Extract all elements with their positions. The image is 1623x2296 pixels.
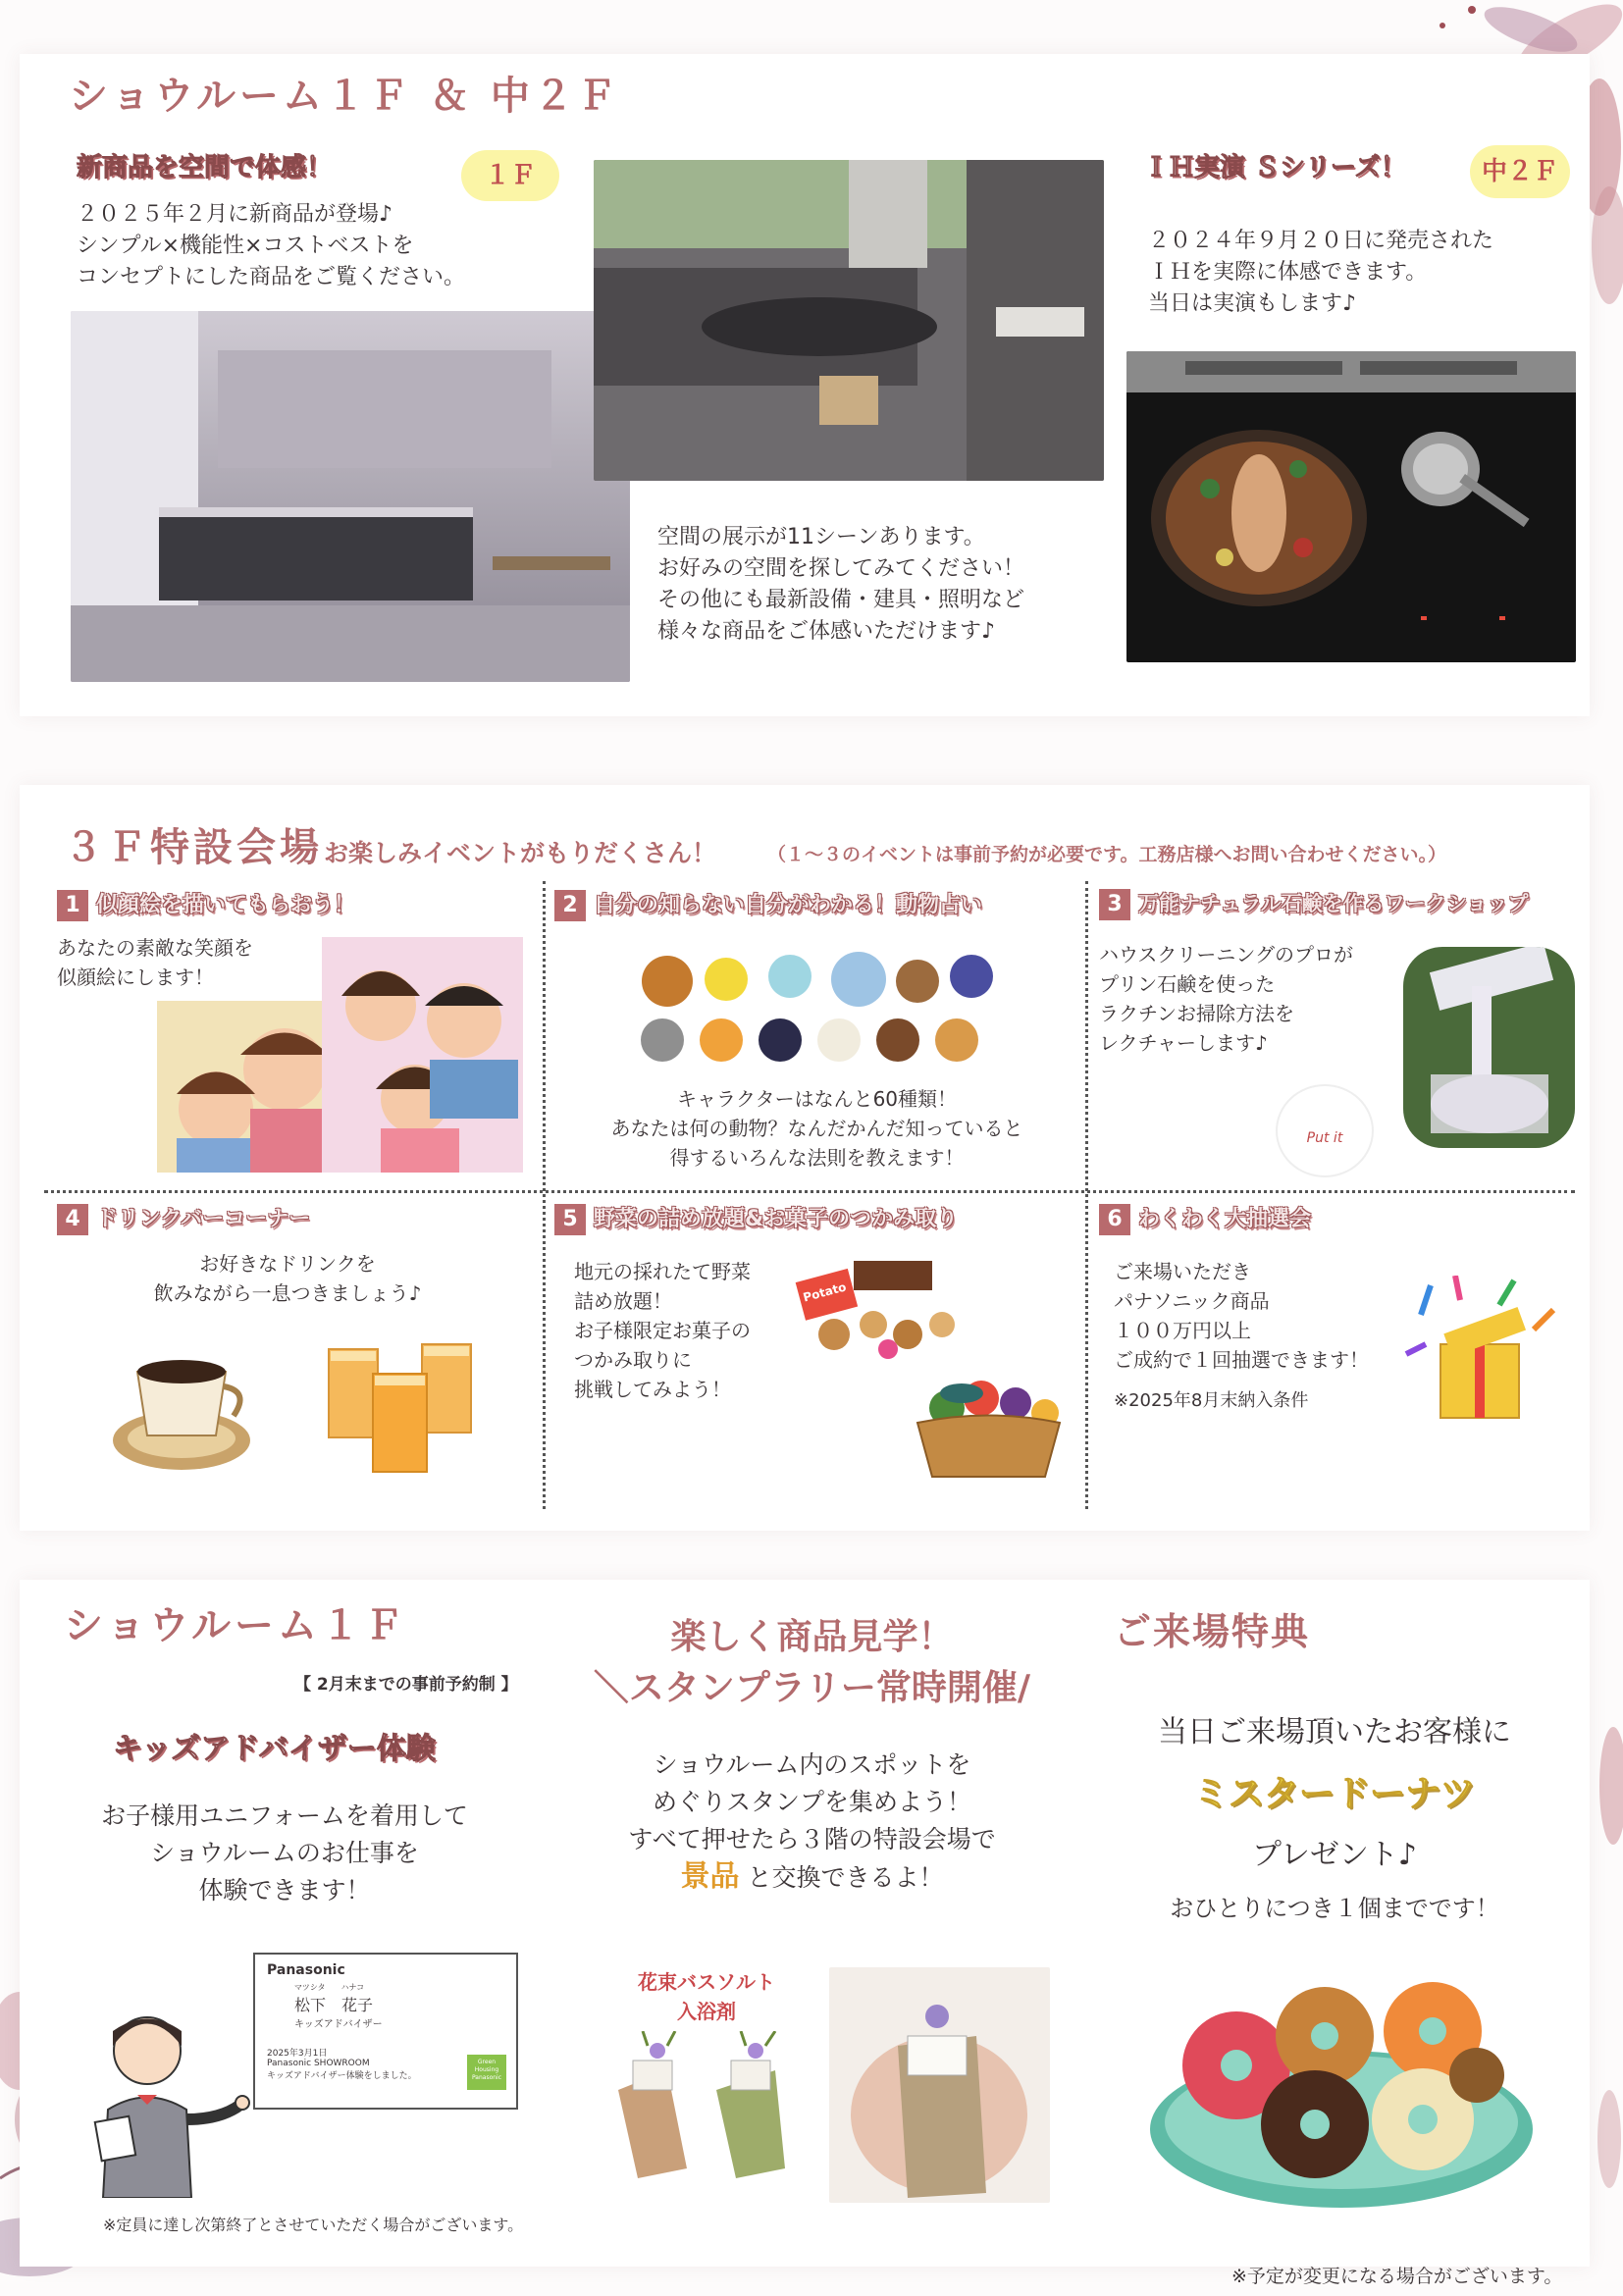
- card-name-kana: マツシタ ハナコ: [294, 1983, 365, 1992]
- bath-salt-bouquet-illustration: [589, 2031, 824, 2178]
- stamp-rally-title-1: 楽しく商品見学！: [670, 1617, 954, 1657]
- coffee-cup-illustration: [108, 1332, 255, 1475]
- advisor-person-illustration: [83, 2002, 250, 2198]
- gift-box-illustration: [1401, 1276, 1558, 1433]
- pudding-soap-photo: [1403, 947, 1575, 1148]
- event-cell-6-header: [1099, 1202, 1580, 1235]
- ih-demo-tag: ＩＨ実演 Ｓシリーズ！: [1143, 153, 1406, 183]
- bathroom-photo: [594, 160, 1104, 481]
- event-number-6: 6: [1099, 1204, 1130, 1235]
- grid-divider-horizontal: [44, 1190, 1575, 1193]
- event-text-1: あなたの素敵な笑顔を 似顔絵にします！: [57, 936, 253, 989]
- portrait-drawing-1: [157, 1001, 343, 1173]
- kids-advisor-text: お子様用ユニフォームを着用して ショウルームのお仕事を 体験できます！: [101, 1801, 468, 1905]
- visitor-gift-title: ご来場特典: [1114, 1610, 1311, 1653]
- visitor-gift-text-1: 当日ご来場頂いたお客様に: [1158, 1715, 1511, 1749]
- lottery-note: ※2025年8月末納入条件: [1114, 1390, 1309, 1411]
- soap-workshop-logo: [1276, 1084, 1374, 1177]
- event-cell-4-header: [57, 1202, 538, 1235]
- bath-salt-photo: [829, 1967, 1050, 2203]
- kitchen-photo: [71, 311, 630, 682]
- put-it-logo-text: Put it: [1306, 1130, 1343, 1146]
- kids-advisor-certificate-card: [253, 1953, 518, 2110]
- schedule-change-footnote: ※予定が変更になる場合がございます。: [1231, 2266, 1563, 2287]
- event-cell-1-header: [57, 888, 538, 921]
- prize-word: 景品: [680, 1859, 740, 1894]
- event-number-1: 1: [57, 890, 88, 921]
- donuts-plate-illustration: [1148, 1957, 1536, 2213]
- event-title-3: 万能ナチュラル石鹸を作るワークショップ: [1138, 892, 1529, 915]
- event-text-3: ハウスクリーニングのプロが プリン石鹸を使った ラクチンお掃除方法を レクチャーします♪: [1099, 943, 1353, 1055]
- section2-reservation-note: （１～３のイベントは事前予約が必要です。工務店様へお問い合わせください。）: [767, 844, 1446, 865]
- animal-characters-illustration: [633, 942, 1006, 1074]
- kids-advisor-tag: キッズアドバイザー体験: [113, 1732, 436, 1766]
- event-cell-2-header: [554, 888, 1079, 921]
- visitor-gift-text-3: おひとりにつき１個までです！: [1170, 1895, 1499, 1922]
- event-text-4: お好きなドリンクを 飲みながら一息つきましょう♪: [153, 1252, 422, 1305]
- section2-subtitle: お楽しみイベントがもりだくさん！: [324, 839, 717, 867]
- juice-glasses-illustration: [319, 1330, 481, 1482]
- event-title-4: ドリンクバーコーナー: [96, 1207, 311, 1231]
- stamp-rally-title-2: ＼スタンプラリー常時開催/: [593, 1668, 1031, 1708]
- ih-demo-text: ２０２４年９月２０日に発売された ＩＨを実際に体感できます。 当日は実演もします♪: [1148, 229, 1494, 316]
- prize-after-text: と交換できるよ！: [739, 1863, 944, 1892]
- floor-badge-m2f: 中２Ｆ: [1470, 145, 1570, 198]
- event-number-2: 2: [554, 890, 586, 921]
- snacks-illustration: [795, 1256, 967, 1364]
- section2-title: ３Ｆ特設会場: [64, 825, 323, 870]
- event-title-2: 自分の知らない自分がわかる！動物占い: [594, 893, 983, 917]
- showroom-scenes-caption: 空間の展示が11シーンあります。 お好みの空間を探してみてください！ その他にも最新設備・建具・照明など 様々な商品をご体感いただけます♪: [657, 525, 1025, 644]
- event-title-6: わくわく大抽選会: [1138, 1207, 1312, 1231]
- event-text-6: ご来場いただき パナソニック商品 １００万円以上 ご成約で１回抽選できます！: [1114, 1260, 1369, 1372]
- floor-badge-1f: １Ｆ: [461, 150, 559, 201]
- vegetable-basket-illustration: [908, 1369, 1070, 1482]
- grid-divider-vertical-1: [543, 881, 546, 1509]
- event-number-3: 3: [1099, 889, 1130, 920]
- new-products-text: ２０２５年２月に新商品が登場♪ シンプル×機能性×コストベストを コンセプトにした商品をご覧ください。: [77, 202, 466, 289]
- card-role: キッズアドバイザー: [294, 2019, 383, 2030]
- stamp-rally-text: ショウルーム内のスポットを めぐりスタンプを集めよう！ すべて押せたら３階の特設会場で 景品 と交換できるよ！: [628, 1750, 996, 1894]
- section1-title: ショウルーム１Ｆ ＆ 中２Ｆ: [69, 74, 620, 119]
- event-title-5: 野菜の詰め放題&お菓子のつかみ取り: [594, 1207, 959, 1231]
- mister-donut-highlight: ミスタードーナツ: [1193, 1774, 1476, 1814]
- kids-reservation-note: 【 2月末までの事前予約制 】: [294, 1675, 518, 1695]
- new-products-tag: 新商品を空間で体感！: [77, 153, 333, 183]
- bath-salt-label: 花束バスソルト 入浴剤: [638, 1970, 775, 2023]
- ih-cooktop-photo: [1126, 351, 1576, 662]
- card-message: キッズアドバイザー体験をしました。: [267, 2071, 417, 2081]
- event-text-2: キャラクターはなんと60種類！ あなたは何の動物？なんだかんだ知っていると 得するいろんな法則を教えます！: [610, 1087, 1023, 1170]
- kids-section-title: ショウルーム１Ｆ: [64, 1603, 407, 1648]
- event-title-1: 似顔絵を描いてもらおう！: [96, 893, 356, 917]
- card-name: 松下 花子: [294, 1996, 374, 2014]
- potato-chips-label: Potato: [801, 1279, 848, 1305]
- green-housing-stamp: Green Housing Panasonic: [467, 2055, 506, 2090]
- panasonic-logo: Panasonic: [267, 1962, 345, 1978]
- card-showroom: Panasonic SHOWROOM: [267, 2059, 370, 2068]
- card-date: 2025年3月1日: [267, 2049, 328, 2059]
- visitor-gift-text-2: プレゼント♪: [1252, 1838, 1417, 1872]
- event-text-5: 地元の採れたて野菜 詰め放題！ お子様限定お菓子の つかみ取りに 挑戦してみよう！: [574, 1260, 751, 1401]
- grid-divider-vertical-2: [1085, 881, 1088, 1509]
- event-number-5: 5: [554, 1204, 586, 1235]
- portrait-drawing-2: [322, 937, 523, 1173]
- event-number-4: 4: [57, 1204, 88, 1235]
- event-cell-5-header: [554, 1202, 1079, 1235]
- kids-capacity-footnote: ※定員に達し次第終了とさせていただく場合がございます。: [103, 2216, 524, 2234]
- event-cell-3-header: [1099, 888, 1580, 920]
